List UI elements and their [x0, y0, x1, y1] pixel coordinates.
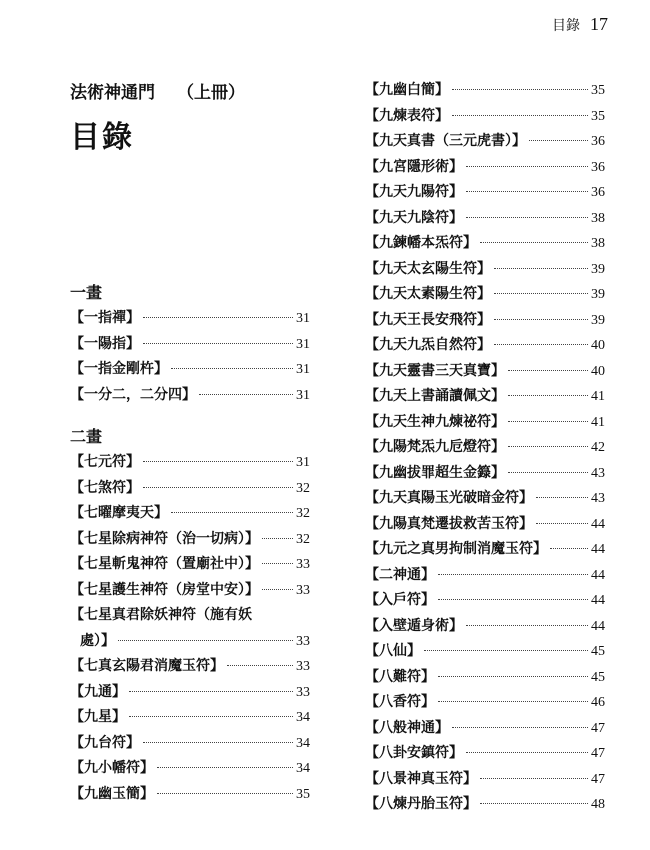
entry-page: 40 — [591, 338, 605, 353]
entry-label: 【九天王長安飛符】 — [365, 311, 491, 328]
entry-label: 【八香符】 — [365, 694, 435, 710]
entry-page: 36 — [591, 159, 605, 175]
entry-page: 44 — [591, 542, 605, 557]
entry-label: 【八景神真玉符】 — [365, 770, 477, 787]
entry-page: 33 — [296, 582, 310, 598]
entry-page: 32 — [296, 506, 310, 521]
toc-entry — [365, 512, 605, 538]
group-title: 一畫 — [70, 283, 103, 302]
entry-label: 【入壁遁身術】 — [365, 617, 463, 634]
toc-entry — [70, 680, 310, 706]
dot-leader — [508, 370, 588, 371]
toc-entry — [365, 129, 605, 155]
dot-leader — [529, 140, 588, 141]
dot-leader — [466, 191, 588, 192]
entry-page: 40 — [591, 363, 605, 379]
entry-page: 46 — [591, 695, 605, 710]
entry-page: 35 — [591, 108, 605, 124]
entry-label: 【九通】 — [70, 683, 126, 700]
entry-page: 48 — [591, 797, 605, 812]
dot-leader — [262, 589, 293, 590]
dot-leader — [143, 317, 293, 318]
entry-label: 【七星護生神符（房堂中安）】 — [70, 581, 259, 598]
entry-label: 【九台符】 — [70, 734, 140, 751]
toc-entry — [365, 767, 605, 793]
toc-entry — [70, 782, 310, 808]
entry-page: 41 — [591, 389, 605, 404]
dot-leader — [157, 793, 293, 794]
entry-page: 33 — [296, 633, 310, 649]
toc-entry — [365, 180, 605, 206]
toc-entry — [365, 716, 605, 742]
entry-label: 【九元之真男拘制消魔玉符】 — [365, 541, 547, 557]
toc-entry — [365, 639, 605, 665]
dot-leader — [262, 538, 293, 539]
entry-label: 【一指金剛杵】 — [70, 361, 168, 377]
entry-page: 41 — [591, 414, 605, 430]
toc-entry — [70, 476, 310, 502]
toc-entry — [365, 104, 605, 130]
entry-page: 36 — [591, 185, 605, 200]
entry-label: 【二神通】 — [365, 566, 435, 583]
entry-page: 44 — [591, 618, 605, 634]
dot-leader — [227, 665, 293, 666]
dot-leader — [550, 548, 588, 549]
toc-entry — [70, 357, 310, 383]
toc-entry — [70, 578, 310, 604]
entry-page: 43 — [591, 465, 605, 481]
entry-page: 39 — [591, 261, 605, 277]
entry-label: 【九天上書誦讀佩文】 — [365, 388, 505, 404]
toc-entry — [70, 527, 310, 553]
entry-page: 31 — [296, 362, 310, 377]
dot-leader — [129, 716, 293, 717]
book-title — [70, 78, 310, 104]
entry-label: 【九幽白簡】 — [365, 82, 449, 98]
toc-entry — [365, 486, 605, 512]
entry-label: 【一陽指】 — [70, 335, 140, 352]
toc-heading: 目錄 — [70, 120, 134, 155]
dot-leader — [480, 242, 588, 243]
entry-page: 42 — [591, 440, 605, 455]
entry-label: 【八卦安鎮符】 — [365, 745, 463, 761]
toc-entry — [70, 705, 310, 731]
entry-label: 【九天真陽玉光破暗金符】 — [365, 490, 533, 506]
toc-entry — [70, 383, 310, 409]
entry-page: 38 — [591, 236, 605, 251]
dot-leader — [480, 778, 588, 779]
entry-page: 36 — [591, 134, 605, 149]
dot-leader — [466, 166, 588, 167]
entry-label: 【七煞符】 — [70, 479, 140, 496]
dot-leader — [143, 461, 293, 462]
entry-label: 【九天太玄陽生符】 — [365, 260, 491, 277]
dot-leader — [438, 701, 588, 702]
dot-leader — [494, 319, 588, 320]
entry-page: 47 — [591, 720, 605, 736]
entry-page: 44 — [591, 516, 605, 532]
toc-entry — [365, 792, 605, 818]
toc-entry — [365, 384, 605, 410]
dot-leader — [508, 446, 588, 447]
dot-leader — [438, 676, 588, 677]
entry-label: 【九天九炁自然符】 — [365, 337, 491, 353]
dot-leader — [466, 217, 588, 218]
entry-page: 33 — [296, 659, 310, 674]
toc-entry — [70, 450, 310, 476]
toc-entry — [365, 690, 605, 716]
entry-page: 35 — [591, 83, 605, 98]
entry-page: 47 — [591, 771, 605, 787]
entry-label: 【九宮隱形術】 — [365, 158, 463, 175]
entry-label: 【九幽拔罪超生金籙】 — [365, 464, 505, 481]
dot-leader — [143, 343, 293, 344]
entry-label-line2: 處）】 — [80, 632, 115, 649]
entry-label: 【九天九陽符】 — [365, 184, 463, 200]
toc-entry — [365, 282, 605, 308]
toc-entry — [365, 741, 605, 767]
toc-entry — [365, 308, 605, 334]
entry-page: 43 — [591, 491, 605, 506]
entry-label: 【七曜摩夷天】 — [70, 505, 168, 521]
entry-label-line1: 【七星真君除妖神符（施有妖 — [70, 607, 252, 623]
entry-label: 【七元符】 — [70, 454, 140, 470]
entry-page: 34 — [296, 761, 310, 776]
entry-label: 【七星除病神符（治一切病）】 — [70, 530, 259, 547]
dot-leader — [508, 421, 588, 422]
dot-leader — [480, 803, 588, 804]
toc-entry — [70, 332, 310, 358]
dot-leader — [536, 523, 588, 524]
entry-page: 44 — [591, 593, 605, 608]
group-title: 二畫 — [70, 427, 103, 446]
entry-label: 【八般神通】 — [365, 719, 449, 736]
toc-entry — [365, 588, 605, 614]
dot-leader — [508, 472, 588, 473]
entry-page: 39 — [591, 312, 605, 328]
toc-entry — [365, 231, 605, 257]
dot-leader — [199, 394, 293, 395]
entry-label: 【八仙】 — [365, 643, 421, 659]
toc-entry — [70, 756, 310, 782]
entry-label: 【七真玄陽君消魔玉符】 — [70, 658, 224, 674]
dot-leader — [424, 650, 588, 651]
toc-entry — [365, 537, 605, 563]
entry-label: 【九煉表符】 — [365, 107, 449, 124]
toc-entry — [365, 410, 605, 436]
dot-leader — [452, 115, 588, 116]
toc-group-1 — [70, 280, 310, 408]
entry-label: 【九天靈書三天真寶】 — [365, 362, 505, 379]
entry-label: 【九小幡符】 — [70, 760, 154, 776]
dot-leader — [262, 563, 293, 564]
entry-page: 45 — [591, 644, 605, 659]
entry-label: 【八難符】 — [365, 668, 435, 685]
entry-label: 【一分二，二分四】 — [70, 386, 196, 403]
book-name: 法術神通門 — [70, 83, 155, 103]
entry-page: 44 — [591, 567, 605, 583]
toc-entry — [70, 306, 310, 332]
entry-label: 【八煉丹胎玉符】 — [365, 796, 477, 812]
dot-leader — [466, 752, 588, 753]
entry-page: 31 — [296, 311, 310, 326]
dot-leader — [508, 395, 588, 396]
toc-entry — [365, 461, 605, 487]
entry-page: 31 — [296, 387, 310, 403]
dot-leader — [494, 293, 588, 294]
dot-leader — [494, 268, 588, 269]
entry-page: 33 — [296, 684, 310, 700]
dot-leader — [171, 368, 293, 369]
dot-leader — [143, 742, 293, 743]
entry-label: 【九鍊幡本炁符】 — [365, 235, 477, 251]
toc-entry — [365, 206, 605, 232]
entry-label: 【九天九陰符】 — [365, 209, 463, 226]
dot-leader — [438, 574, 588, 575]
toc-entry — [365, 614, 605, 640]
toc-entry — [365, 333, 605, 359]
entry-page: 39 — [591, 287, 605, 302]
entry-page: 47 — [591, 746, 605, 761]
toc-entry — [365, 155, 605, 181]
toc-entry — [365, 78, 605, 104]
toc-entry — [70, 654, 310, 680]
entry-label: 【九星】 — [70, 709, 126, 725]
running-head — [552, 14, 608, 35]
entry-page: 33 — [296, 557, 310, 572]
entry-page: 32 — [296, 531, 310, 547]
toc-entry — [365, 257, 605, 283]
entry-label: 【九陽梵炁九卮燈符】 — [365, 439, 505, 455]
entry-page: 38 — [591, 210, 605, 226]
entry-label: 【九幽玉簡】 — [70, 785, 154, 802]
entry-label: 【九陽真梵遷拔救苦玉符】 — [365, 515, 533, 532]
entry-label: 【九天生神九煉祕符】 — [365, 413, 505, 430]
toc-entry — [70, 731, 310, 757]
dot-leader — [171, 512, 293, 513]
toc-column-right — [365, 78, 605, 818]
page-number: 17 — [590, 14, 608, 34]
dot-leader — [536, 497, 588, 498]
dot-leader — [494, 344, 588, 345]
entry-label: 【一指禪】 — [70, 310, 140, 326]
entry-page: 35 — [296, 786, 310, 802]
toc-entry — [70, 501, 310, 527]
toc-entry — [365, 359, 605, 385]
entry-page: 32 — [296, 480, 310, 496]
dot-leader — [129, 691, 293, 692]
dot-leader — [466, 625, 588, 626]
dot-leader — [143, 487, 293, 488]
entry-label: 【九天真書（三元虎書）】 — [365, 133, 526, 149]
toc-entry — [365, 665, 605, 691]
toc-entry — [70, 552, 310, 578]
toc-group-2 — [70, 424, 310, 807]
entry-page: 31 — [296, 455, 310, 470]
dot-leader — [118, 640, 293, 641]
entry-page: 34 — [296, 735, 310, 751]
toc-entry — [365, 435, 605, 461]
entry-page: 45 — [591, 669, 605, 685]
running-head-title: 目錄 — [552, 18, 580, 34]
dot-leader — [452, 727, 588, 728]
book-volume: （上冊） — [177, 83, 245, 103]
entry-page: 34 — [296, 710, 310, 725]
dot-leader — [157, 767, 293, 768]
dot-leader — [452, 89, 588, 90]
entry-page: 31 — [296, 336, 310, 352]
toc-entry — [365, 563, 605, 589]
entry-label: 【入戶符】 — [365, 592, 435, 608]
dot-leader — [438, 599, 588, 600]
toc-entry — [70, 629, 310, 655]
toc-column-left — [70, 78, 310, 807]
entry-label: 【七星斬鬼神符（置廟社中）】 — [70, 556, 259, 572]
entry-label: 【九天太素陽生符】 — [365, 286, 491, 302]
